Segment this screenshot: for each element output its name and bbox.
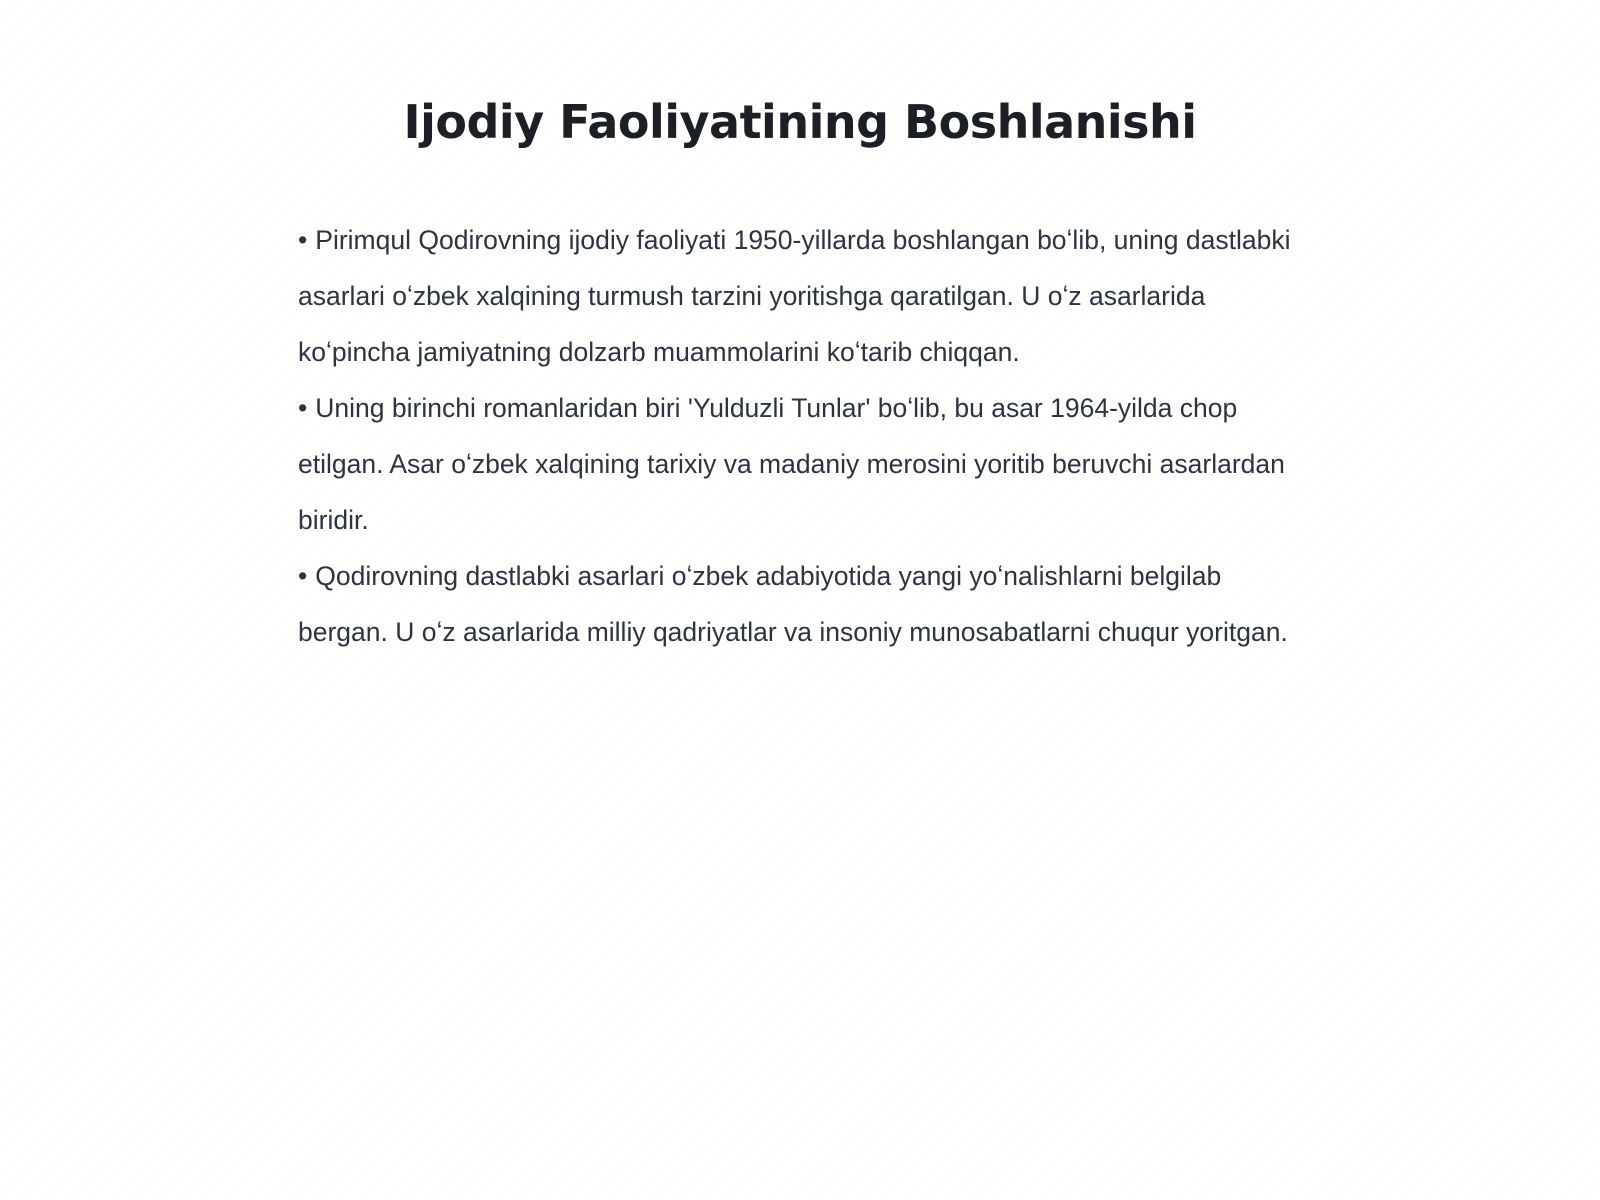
bullet-marker: • (298, 561, 308, 591)
slide-title: Ijodiy Faoliyatining Boshlanishi (403, 95, 1197, 149)
bullet-list (298, 212, 1318, 660)
bullet-item (298, 548, 1318, 660)
bullet-text: Uning birinchi romanlaridan biri 'Yulduzli Tunlar' boʻlib, bu asar 1964-yilda chop etilgan. Asar oʻzbek xalqining tarixiy va madaniy merosini yoritib beruvchi asarlardan biridir. (298, 393, 1285, 535)
bullet-marker: • (298, 225, 308, 255)
bullet-text: Pirimqul Qodirovning ijodiy faoliyati 1950-yillarda boshlangan boʻlib, uning dastlabki asarlari oʻzbek xalqining turmush tarzini yoritishga qaratilgan. U oʻz asarlarida koʻpincha jamiyatning dolzarb muammolarini koʻtarib chiqqan. (298, 225, 1291, 367)
bullet-item (298, 212, 1318, 380)
bullet-marker: • (298, 393, 308, 423)
bullet-item (298, 380, 1318, 548)
bullet-text: Qodirovning dastlabki asarlari oʻzbek adabiyotida yangi yoʻnalishlarni belgilab bergan. U oʻz asarlarida milliy qadriyatlar va insoniy munosabatlarni chuqur yoritgan. (298, 561, 1288, 647)
